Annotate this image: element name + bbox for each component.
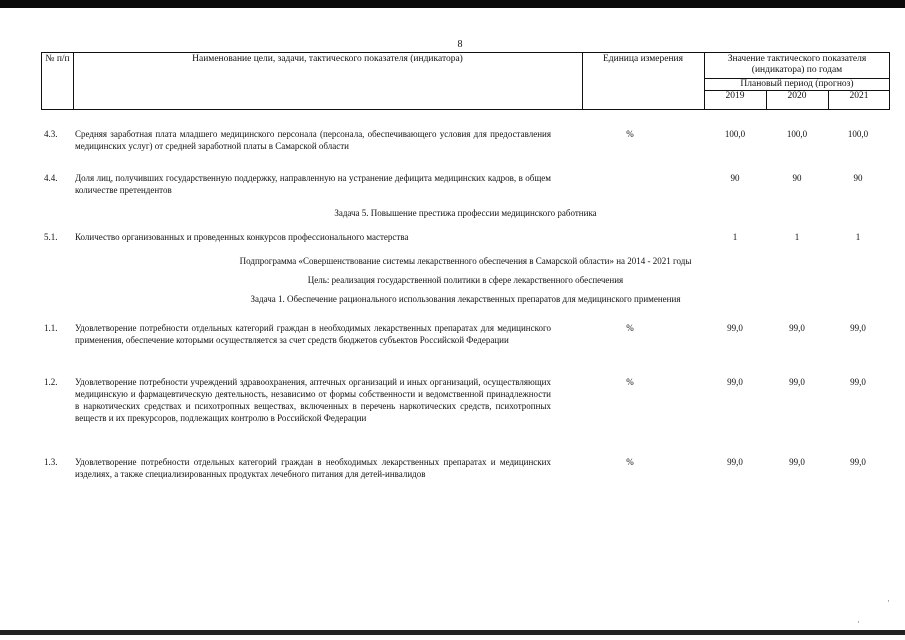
section-goal: Цель: реализация государственной политики в сфере лекарственного обеспечения (307, 275, 624, 285)
page-number: 8 (457, 39, 463, 50)
bottom-scan-border (0, 630, 905, 635)
row-value-2020: 100,0 (786, 129, 808, 139)
row-value-2021: 100,0 (847, 129, 869, 139)
header-col-number: № п/п (45, 54, 70, 64)
row-number: 1.1. (44, 323, 58, 333)
header-col-value: Значение тактического показателя (индикатора) по годам (727, 54, 867, 75)
header-year: 2021 (849, 91, 869, 101)
top-scan-border (0, 0, 905, 8)
row-text: Средняя заработная плата младшего медицинского персонала (персонала, обеспечивающего условия для предоставления медицинских услуг) от средней заработной платы в Самарской области (75, 129, 551, 151)
section-task1: Задача 1. Обеспечение рационального использования лекарственных препаратов для медицинского применения (250, 294, 681, 304)
row-text: Удовлетворение потребности отдельных категорий граждан в необходимых лекарственных препаратах для медицинского применения, обеспечение которыми осуществляется за счет средств бюджетов субъектов Российской Федерации (75, 323, 551, 345)
header-col-unit: Единица измерения (603, 54, 683, 64)
row-unit: % (626, 457, 634, 467)
row-value-2019: 99,0 (727, 323, 743, 333)
row-unit: % (626, 377, 634, 387)
scan-speck: · (887, 596, 890, 606)
row-unit: % (626, 129, 634, 139)
row-value-2021: 1 (855, 232, 861, 242)
row-value-2021: 99,0 (850, 377, 866, 387)
section-subprogram: Подпрограмма «Совершенствование системы лекарственного обеспечения в Самарской области» на 2014 - 2021 годы (239, 256, 692, 266)
row-text: Количество организованных и проведенных конкурсов профессионального мастерства (75, 232, 409, 242)
scan-speck: · (857, 617, 860, 627)
header-year: 2019 (725, 91, 745, 101)
row-text: Доля лиц, получивших государственную поддержку, направленную на устранение дефицита медицинских кадров, в общем количестве претендентов (75, 173, 551, 195)
row-value-2020: 99,0 (789, 377, 805, 387)
row-number: 5.1. (44, 232, 58, 242)
section-task5: Задача 5. Повышение престижа профессии медицинского работника (334, 208, 597, 218)
row-value-2021: 99,0 (850, 323, 866, 333)
row-number: 4.3. (44, 129, 58, 139)
row-text: Удовлетворение потребности учреждений здравоохранения, аптечных организаций и иных организаций, осуществляющих медицинскую и фармацевтическую деятельность, независимо от формы собственности и ведомственной принадлежности в наркотических средствах и психотропных веществах, включенных в перечень наркотических средств, психотропных веществ и их прекурсоров, подлежащих контролю в Российской Федерации (75, 377, 551, 423)
table-header (41, 52, 890, 110)
row-value-2019: 90 (730, 173, 740, 183)
row-value-2020: 99,0 (789, 457, 805, 467)
header-col-name: Наименование цели, задачи, тактического показателя (индикатора) (192, 54, 463, 64)
row-unit: % (626, 323, 634, 333)
row-value-2019: 1 (732, 232, 738, 242)
header-year: 2020 (787, 91, 807, 101)
row-value-2021: 99,0 (850, 457, 866, 467)
row-number: 1.2. (44, 377, 58, 387)
header-col-period: Плановый период (прогноз) (740, 79, 854, 89)
row-value-2019: 99,0 (727, 457, 743, 467)
row-value-2020: 90 (792, 173, 802, 183)
row-text: Удовлетворение потребности отдельных категорий граждан в необходимых лекарственных препаратах и медицинских изделиях, а также специализированных продуктах лечебного питания для детей-инвалидов (75, 457, 551, 479)
row-value-2019: 99,0 (727, 377, 743, 387)
row-value-2019: 100,0 (724, 129, 746, 139)
row-value-2021: 90 (853, 173, 863, 183)
row-value-2020: 99,0 (789, 323, 805, 333)
row-number: 1.3. (44, 457, 58, 467)
row-number: 4.4. (44, 173, 58, 183)
row-value-2020: 1 (794, 232, 800, 242)
